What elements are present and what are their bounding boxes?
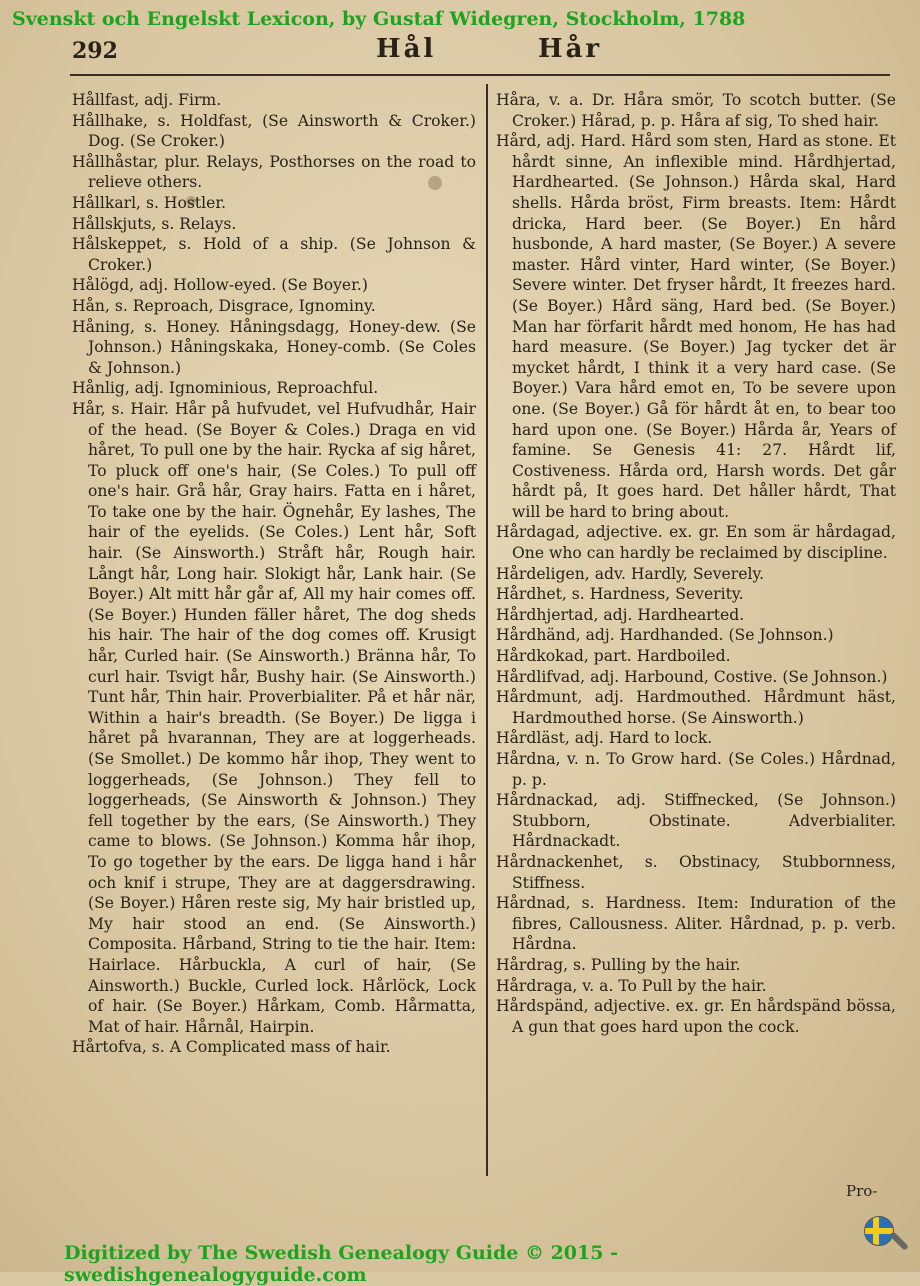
dictionary-entry: Hånlig, adj. Ignominious, Reproachful. — [72, 379, 379, 398]
dictionary-entry: Hårdrag, s. Pulling by the hair. — [496, 955, 741, 974]
dictionary-entry: Hår, s. Hair. Hår på hufvudet, vel Hufvudhår, Hair of the head. (Se Boyer & Coles.) Draga en vid håret, To pull one by the hair. Rycka af sig håret, To pluck off one's hair, (Se Coles.) To pull off one's hair. Grå hår, Gray hairs. Fatta en i håret, To take one by the hair. Ögnehår, Ey lashes, The hair of the eyelids. (Se Coles.) Lent hår, Soft hair. (Se Ainsworth.) Stråft hår, Rough hair. Långt hår, Long hair. Slokigt hår, Lank hair. (Se Boyer.) Alt mitt hår går af, All my hair comes off. (Se Boyer.) Hunden fäller håret, The dog sheds his hair. The hair of the dog comes off. Krusigt hår, Curled hair. (Se Ainsworth.) Bränna hår, To curl hair. Tsvigt hår, Bushy hair. (Se Ainsworth.) Tunt hår, Thin hair. Proverbialiter. På et hår när, Within a hair's breadth. (Se Boyer.) De ligga i håret på hvarannan, They are at loggerheads. (Se Smollet.) De kommo hår ihop, They went to loggerheads, (Se Johnson.) They fell to loggerheads, (Se Ainsworth & Johnson.) They fell together by the ears, (Se Ainsworth.) They came to blows. (Se Johnson.) Komma hår ihop, To go together by the ears. De ligga hand i hår och knif i strupe, They are at daggersdrawing. (Se Boyer.) Håren reste sig, My hair bristled up, My hair stood an end. (Se Ainsworth.) Composita. Hårband, String to tie the hair. Item: Hairlace. Hårbuckla, A curl of hair, (Se Ainsworth.) Buckle, Curled lock. Hårlöck, Lock of hair. (Se Boyer.) Hårkam, Comb. Hårmatta, Mat of hair. Hårnål, Hairpin. — [72, 399, 476, 1036]
digitized-title-banner: Svenskt och Engelskt Lexicon, by Gustaf Widegren, Stockholm, 1788 — [12, 8, 746, 30]
dictionary-entry: Hårdhänd, adj. Hardhanded. (Se Johnson.) — [496, 626, 834, 645]
dictionary-entry: Hårdhet, s. Hardness, Severity. — [496, 585, 744, 604]
dictionary-entry: Hålögd, adj. Hollow-eyed. (Se Boyer.) — [72, 276, 368, 295]
header-right-word: Hår — [538, 34, 603, 64]
digitized-credit-banner: Digitized by The Swedish Genealogy Guide © 2015 - swedishgenealogyguide.com — [64, 1242, 618, 1286]
dictionary-entry: Hårdnackad, adj. Stiffnecked, (Se Johnson.) Stubborn, Obstinate. Adverbialiter. Hårdnackadt. — [496, 791, 896, 851]
header-rule — [70, 74, 890, 76]
dictionary-entry: Hårdnad, s. Hardness. Item: Induration of the fibres, Callousness. Aliter. Hårdnad, p. p. verb. Hårdna. — [496, 894, 896, 954]
dictionary-entry: Hårdlifvad, adj. Harbound, Costive. (Se Johnson.) — [496, 667, 888, 686]
dictionary-entry: Hårdspänd, adjective. ex. gr. En hårdspänd bössa, A gun that goes hard upon the cock. — [496, 997, 896, 1036]
dictionary-entry: Hårdmunt, adj. Hardmouthed. Hårdmunt häst, Hardmouthed horse. (Se Ainsworth.) — [496, 688, 896, 727]
left-column — [72, 90, 476, 1058]
dictionary-entry: Hårtofva, s. A Complicated mass of hair. — [72, 1038, 391, 1057]
header-left-word: Hål — [376, 34, 437, 64]
dictionary-entry: Hållhake, s. Holdfast, (Se Ainsworth & Croker.) Dog. (Se Croker.) — [72, 111, 476, 151]
dictionary-entry: Hårdnackenhet, s. Obstinacy, Stubbornness, Stiffness. — [496, 852, 896, 892]
dictionary-entry: Hård, adj. Hard. Hård som sten, Hard as stone. Et hårdt sinne, An inflexible mind. Hårdhjertad, Hardhearted. (Se Johnson.) Hårda skal, Hard shells. Hårda bröst, Firm breasts. Item: Hårdt dricka, Hard beer. (Se Boyer.) En hård husbonde, A hard master, (Se Boyer.) A severe master. Hård vinter, Hard winter, (Se Boyer.) Severe winter. Det fryser hårdt, It freezes hard. (Se Boyer.) Hård säng, Hard bed. (Se Boyer.) Man har förfarit hårdt med honom, He has had hard measure. (Se Boyer.) Jag tycker det är mycket hårdt, I think it a very hard case. (Se Boyer.) Vara hård emot en, To be severe upon one. (Se Boyer.) Gå för hårdt åt en, to bear too hard upon one. (Se Boyer.) Hårda år, Years of famine. Se Genesis 41: 27. Hårdt lif, Costiveness. Hårda ord, Harsh words. Det går hårdt på, It goes hard. Det håller hårdt, That will be hard to bring about. — [496, 132, 896, 521]
right-column — [496, 90, 896, 1037]
catchword: Pro- — [846, 1182, 878, 1200]
dictionary-entry: Hån, s. Reproach, Disgrace, Ignominy. — [72, 296, 376, 315]
dictionary-entry: Hårdläst, adj. Hard to lock. — [496, 729, 713, 748]
dictionary-entry: Hållhåstar, plur. Relays, Posthorses on the road to relieve others. — [72, 152, 476, 192]
dictionary-entry: Hålskeppet, s. Hold of a ship. (Se Johnson & Croker.) — [72, 235, 476, 274]
column-divider — [486, 84, 488, 1176]
dictionary-entry: Hårdagad, adjective. ex. gr. En som är hårdagad, One who can hardly be reclaimed by discipline. — [496, 523, 896, 563]
dictionary-entry: Hårdna, v. n. To Grow hard. (Se Coles.) Hårdnad, p. p. — [496, 750, 896, 789]
page-number: 292 — [72, 38, 118, 64]
dictionary-entry: Håra, v. a. Dr. Håra smör, To scotch butter. (Se Croker.) Hårad, p. p. Håra af sig, To shed hair. — [496, 91, 896, 130]
running-header — [70, 34, 890, 70]
dictionary-entry: Hållskjuts, s. Relays. — [72, 214, 237, 233]
dictionary-entry: Hårdraga, v. a. To Pull by the hair. — [496, 976, 767, 995]
dictionary-entry: Håning, s. Honey. Håningsdagg, Honey-dew. (Se Johnson.) Håningskaka, Honey-comb. (Se Coles & Johnson.) — [72, 317, 476, 377]
dictionary-entry: Hållfast, adj. Firm. — [72, 91, 222, 109]
dictionary-entry: Hårdeligen, adv. Hardly, Severely. — [496, 564, 765, 583]
dictionary-entry: Hållkarl, s. Hostler. — [72, 193, 227, 212]
dictionary-entry: Hårdkokad, part. Hardboiled. — [496, 647, 731, 666]
dictionary-entry: Hårdhjertad, adj. Hardhearted. — [496, 605, 745, 624]
